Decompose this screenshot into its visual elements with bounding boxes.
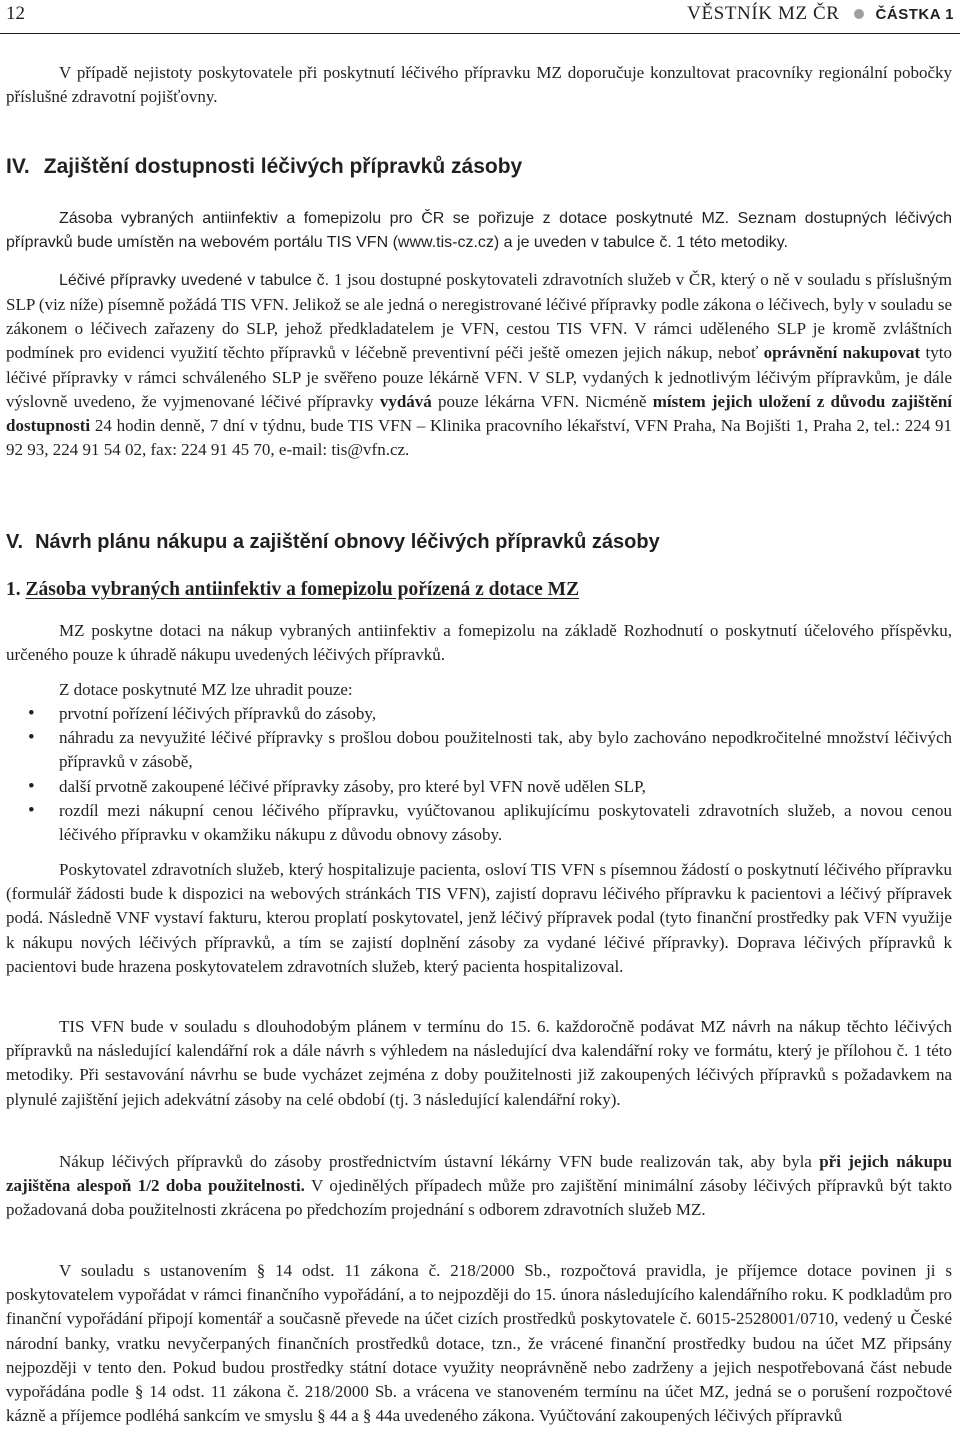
list-item: • prvotní pořízení léčivých přípravků do zásoby, <box>6 702 952 726</box>
intro-paragraph: V případě nejistoty poskytovatele při poskytnutí léčivého přípravku MZ doporučuje konzultovat pracovníky regionální pobočky příslušné zdravotní pojišťovny. <box>6 63 952 107</box>
page-number: 12 <box>6 3 25 24</box>
section-v-number: V. <box>6 531 24 553</box>
section-iv-heading <box>6 155 522 179</box>
funding-bullet-list <box>6 702 952 847</box>
para2-bold-3: místem jejich uložení z důvodu zajištění dostupnosti <box>6 391 953 436</box>
running-head <box>687 3 954 25</box>
separator-dot-icon <box>854 9 864 19</box>
issue-part: ČÁSTKA 1 <box>875 6 954 23</box>
subsection-1-paragraph-5 <box>6 1150 952 1223</box>
page-header <box>0 0 960 34</box>
para2-text-e: 24 hodin denně, 7 dní v týdnu, bude TIS VFN – Klinika pracovního lékařství, VFN Praha, Na Bojišti 1, Praha 2, tel.: 224 91 92 93, 224 91 54 02, fax: 224 91 45 70, e-mail: tis@vfn.cz. <box>6 416 952 460</box>
para5-text-b: V ojedinělých případech může pro zajištění minimální zásoby léčivých přípravků být takto požadovaná doba použitelnosti zkrácena po předchozím projednání s odborem zdravotních služeb MZ. <box>6 1176 952 1220</box>
section-v-title: Návrh plánu nákupu a zajištění obnovy léčivých přípravků zásoby <box>35 531 660 553</box>
list-item: • další prvotně zakoupené léčivé přípravky zásoby, pro které byl VFN nově udělen SLP, <box>6 775 952 799</box>
section-iv-paragraph-2 <box>6 268 952 462</box>
subsection-1-paragraph-3: Poskytovatel zdravotních služeb, který hospitalizuje pacienta, osloví TIS VFN s písemnou žádostí o poskytnutí léčivého přípravku (formulář žádosti bude k dispozici na webových stránkách TIS VFN), zajistí dopravu léčivého přípravku k pacientovi a léčivý přípravek podá. Následně VNF vystaví fakturu, kterou proplatí poskytovatel, jenž léčivý přípravek podal (tyto finanční prostředky pak VFN využije k nákupu nových léčivých přípravků, a tím se zajistí doplnění zásoby za vydané léčivé přípravky). Doprava léčivých přípravků k pacientovi bude hrazena poskytovatelem zdravotních služeb, který pacienta hospitalizoval. <box>6 860 952 976</box>
para2-bold-1: oprávnění nakupovat <box>763 343 921 363</box>
para5-bold: při jejich nákupu zajištěna alespoň 1/2 doba použitelnosti. <box>6 1152 952 1196</box>
para2-bold-2: vydává <box>379 391 432 411</box>
subsection-1-paragraph-1: MZ poskytne dotaci na nákup vybraných antiinfektiv a fomepizolu na základě Rozhodnutí o poskytnutí účelového příspěvku, určeného pouze k úhradě nákupu uvedených léčivých přípravků. <box>6 621 952 665</box>
section-iv-number: IV. <box>6 155 30 178</box>
para2-text-a: 1 jsou dostupné poskytovateli zdravotních služeb v ČR, který o ně v souladu s příslušným SLP (viz níže) písemně požádá TIS VFN. Jelikož se ale jedná o neregistrované léčivé přípravky podle zákona o léčivech, byly v souladu se zákonem o léčivech zařazeny do SLP, jehož předkladatelem je VFN, cestou TIS VFN. V rámci uděleného SLP je kromě zvláštních podmínek pro evidenci využití těchto přípravků v léčebně preventivní péči ještě omezen jejich nákup, neboť <box>6 270 953 363</box>
section-iv-paragraph-1: Zásoba vybraných antiinfektiv a fomepizolu pro ČR se pořizuje z dotace poskytnuté MZ. Seznam dostupných léčivých přípravků bude umístěn na webovém portálu TIS VFN (www.tis-cz.cz) a je uveden v tabulce č. 1 této metodiky. <box>6 210 952 251</box>
subsection-1-paragraph-2: Z dotace poskytnuté MZ lze uhradit pouze: <box>59 680 353 699</box>
para5-text-a: Nákup léčivých přípravků do zásoby prostřednictvím ústavní lékárny VFN bude realizován tak, aby byla <box>59 1152 820 1171</box>
header-rule <box>0 33 960 34</box>
subsection-1-heading <box>6 579 579 601</box>
list-item: • náhradu za nevyužité léčivé přípravky s prošlou dobou použitelnosti tak, aby bylo zachováno nepodkročitelné množství léčivých přípravků v zásobě, <box>6 726 952 774</box>
para2-text-d: pouze lékárna VFN. Nicméně <box>431 391 653 411</box>
section-iv-title: Zajištění dostupnosti léčivých přípravků zásoby <box>43 155 523 178</box>
section-v-heading <box>6 531 660 554</box>
para2-text-c: tyto léčivé přípravky v rámci schváleného SLP je svěřeno pouze lékárně VFN. V SLP, vydaných k jednotlivým léčivým přípravkům, je dále výslovně uvedeno, že vyjmenované léčivé přípravky <box>6 343 952 411</box>
subsection-1-number: 1. <box>6 579 21 600</box>
publication-title: VĚSTNÍK MZ ČR <box>687 3 840 24</box>
list-item: • rozdíl mezi nákupní cenou léčivého přípravku, vyúčtovanou aplikujícímu poskytovateli zdravotních služeb, a novou cenou léčivého přípravku v okamžiku nákupu z důvodu obnovy zásoby. <box>6 799 952 847</box>
subsection-1-paragraph-4: TIS VFN bude v souladu s dlouhodobým plánem v termínu do 15. 6. každoročně podávat MZ návrh na nákup těchto léčivých přípravků na následující kalendářní rok a dále návrh s výhledem na následující dva kalendářní roky ve formátu, který je přílohou č. 1 této metodiky. Při sestavování návrhu se bude vycházet zejména z doby použitelnosti již zakoupených léčivých přípravků s požadavkem na plynulé zajištění jejich adekvátní zásoby na celé období (tj. 3 následující kalendářní roky). <box>6 1017 952 1109</box>
subsection-1-paragraph-6: V souladu s ustanovením § 14 odst. 11 zákona č. 218/2000 Sb., rozpočtová pravidla, je příjemce dotace povinen ji s poskytovatelem vypořádat v rámci finančního vypořádání, a to nejpozději do 15. února následujícího kalendářního roku. K podkladům pro finanční vypořádání připojí komentář a současně převede na účet cizích prostředků poskytovatele č. 6015-2528001/0710, vedený u České národní banky, vratku nevyčerpaných finančních prostředků dotace, tzn., že vrácené finanční prostředky budou na účet MZ připsány nejpozději v tento den. Pokud budou prostředky státní dotace využity neoprávněně nebo zadrženy a jejich nespotřebovaná část nebude vypořádána podle § 14 odst. 11 zákona č. 218/2000 Sb. a vrácena ve stanoveném termínu na účet MZ, jedná se o porušení rozpočtové kázně a příjemce podléhá sankcím ve smyslu § 44 a § 44a uvedeného zákona. Vyúčtování zakoupených léčivých přípravků <box>6 1261 952 1426</box>
subsection-1-title: Zásoba vybraných antiinfektiv a fomepizolu pořízená z dotace MZ <box>25 579 580 600</box>
para2-sans-lead: Léčivé přípravky uvedené v tabulce č. <box>59 272 330 289</box>
